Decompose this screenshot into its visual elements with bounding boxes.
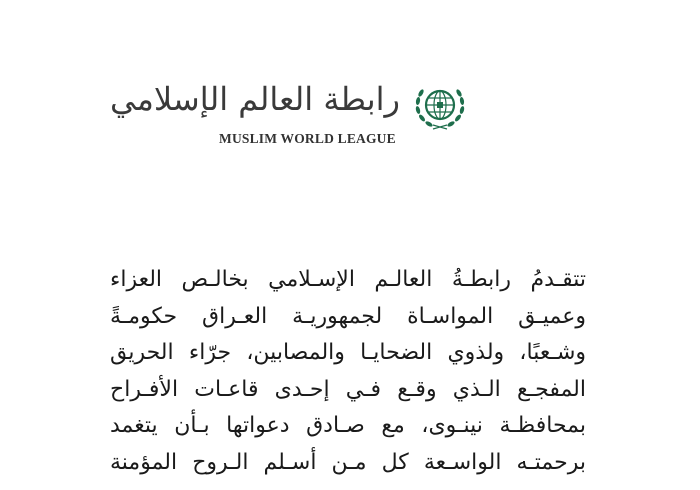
statement-line: تتقـدمُ رابطـةُ العالـم الإسـلامي بخالـص العزاء	[110, 267, 586, 292]
statement-line: المفجـع الـذي وقـع فـي إحـدى قاعـات الأفـراح	[110, 376, 586, 402]
logo-arabic-name: رابطة العالم الإسلامي	[110, 80, 400, 118]
statement-line: برحمتـه الواسـعة كل مـن أسـلم الـروح المؤمنة	[110, 449, 586, 475]
globe-wreath-emblem-icon	[413, 79, 467, 133]
statement-line: وعميـق المواسـاة لجمهوريـة العـراق حكومـةً	[110, 303, 586, 329]
logo-english-name: MUSLIM WORLD LEAGUE	[219, 131, 396, 146]
statement-line: وشـعبًا، ولذوي الضحايـا والمصابين، جرّاء الحريق	[110, 340, 586, 365]
condolence-statement	[110, 262, 586, 481]
statement-line: بمحافظـة نينـوى، مع صـادق دعواتها بـأن يتغمد	[110, 413, 586, 438]
